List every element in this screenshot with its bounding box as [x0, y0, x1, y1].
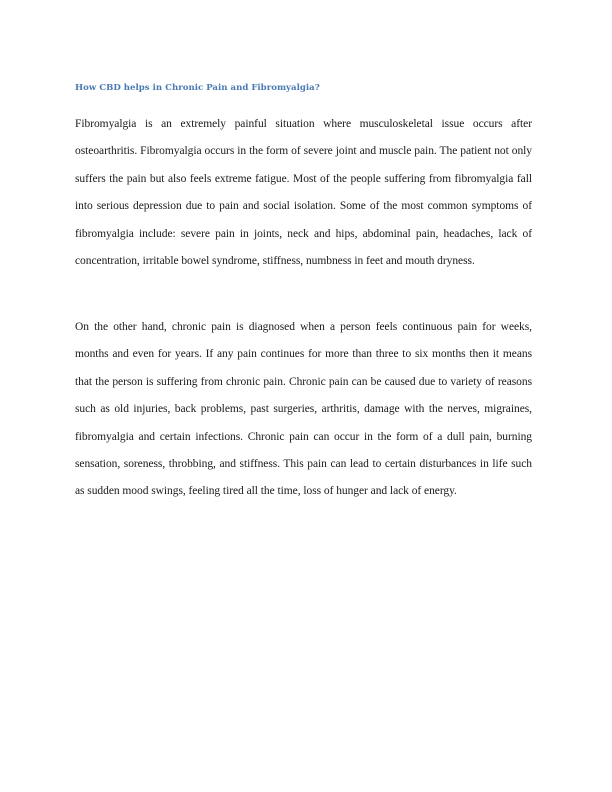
paragraph-chronic-pain: On the other hand, chronic pain is diagnosed when a person feels continuous pain for weeks, months and even for years. If any pain continues for more than three to six months then it means that the person is suffering from chronic pain. Chronic pain can be caused due to variety of reasons such as old injuries, back problems, past surgeries, arthritis, damage with the nerves, migraines, fibromyalgia and certain infections. Chronic pain can occur in the form of a dull pain, burning sensation, soreness, throbbing, and stiffness. This pain can lead to certain disturbances in life such as sudden mood swings, feeling tired all the time, loss of hunger and lack of energy. [75, 321, 532, 498]
paragraph-fibromyalgia: Fibromyalgia is an extremely painful situation where musculoskeletal issue occurs after osteoarthritis. Fibromyalgia occurs in the form of severe joint and muscle pain. The patient not only suffers the pain but also feels extreme fatigue. Most of the people suffering from fibromyalgia fall into serious depression due to pain and social isolation. Some of the most common symptoms of fibromyalgia include: severe pain in joints, neck and hips, abdominal pain, headaches, lack of concentration, irritable bowel syndrome, stiffness, numbness in feet and mouth dryness. [75, 118, 532, 268]
article-heading: How CBD helps in Chronic Pain and Fibromyalgia? [75, 83, 320, 93]
